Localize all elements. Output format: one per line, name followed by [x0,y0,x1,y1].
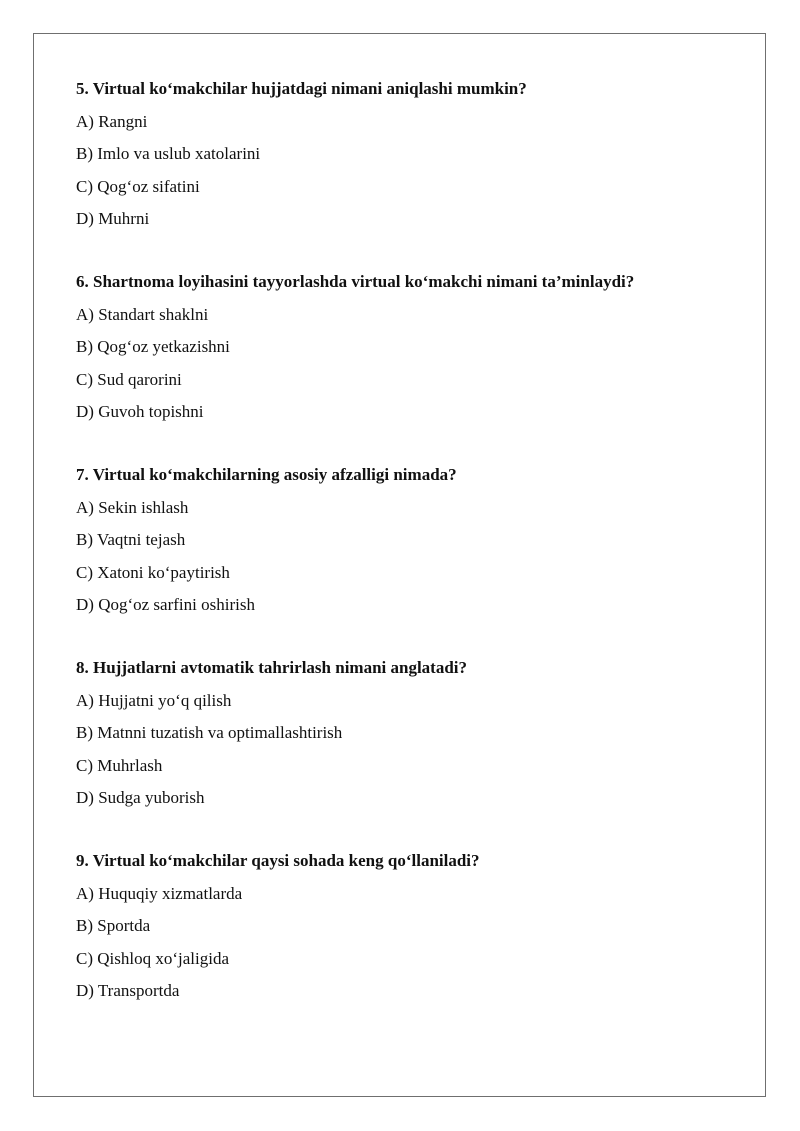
document-content [76,73,736,1038]
option-d: D) Qog‘oz sarfini oshirish [76,595,255,614]
option-b: B) Qog‘oz yetkazishni [76,337,230,356]
question-title: 9. Virtual ko‘makchilar qaysi sohada keng qo‘llaniladi? [76,851,480,870]
option-d: D) Muhrni [76,209,150,228]
option-c: C) Qishloq xo‘jaligida [76,948,229,968]
question-title: 5. Virtual ko‘makchilar hujjatdagi nimani aniqlashi mumkin? [76,79,527,98]
option-a: A) Rangni [76,111,148,131]
option-b: B) Imlo va uslub xatolarini [76,144,261,163]
option-b: B) Sportda [76,916,151,935]
option-d: D) Guvoh topishni [76,402,204,421]
option-c: C) Qog‘oz sifatini [76,176,200,196]
question-6 [76,266,736,429]
option-c: C) Xatoni ko‘paytirish [76,562,230,582]
question-title: 7. Virtual ko‘makchilarning asosiy afzalligi nimada? [76,465,457,484]
option-a: A) Sekin ishlash [76,497,189,517]
option-b: B) Matnni tuzatish va optimallashtirish [76,723,343,742]
option-b: B) Vaqtni tejash [76,530,186,549]
question-title: 6. Shartnoma loyihasini tayyorlashda virtual ko‘makchi nimani ta’minlaydi? [76,272,635,291]
question-7 [76,459,736,622]
option-a: A) Hujjatni yo‘q qilish [76,690,232,710]
option-a: A) Standart shaklni [76,304,209,324]
option-d: D) Transportda [76,981,180,1000]
question-9 [76,845,736,1008]
option-d: D) Sudga yuborish [76,788,205,807]
question-title: 8. Hujjatlarni avtomatik tahrirlash nimani anglatadi? [76,658,468,677]
option-c: C) Muhrlash [76,755,163,775]
question-5 [76,73,736,236]
option-a: A) Huquqiy xizmatlarda [76,883,243,903]
question-8 [76,652,736,815]
option-c: C) Sud qarorini [76,369,182,389]
